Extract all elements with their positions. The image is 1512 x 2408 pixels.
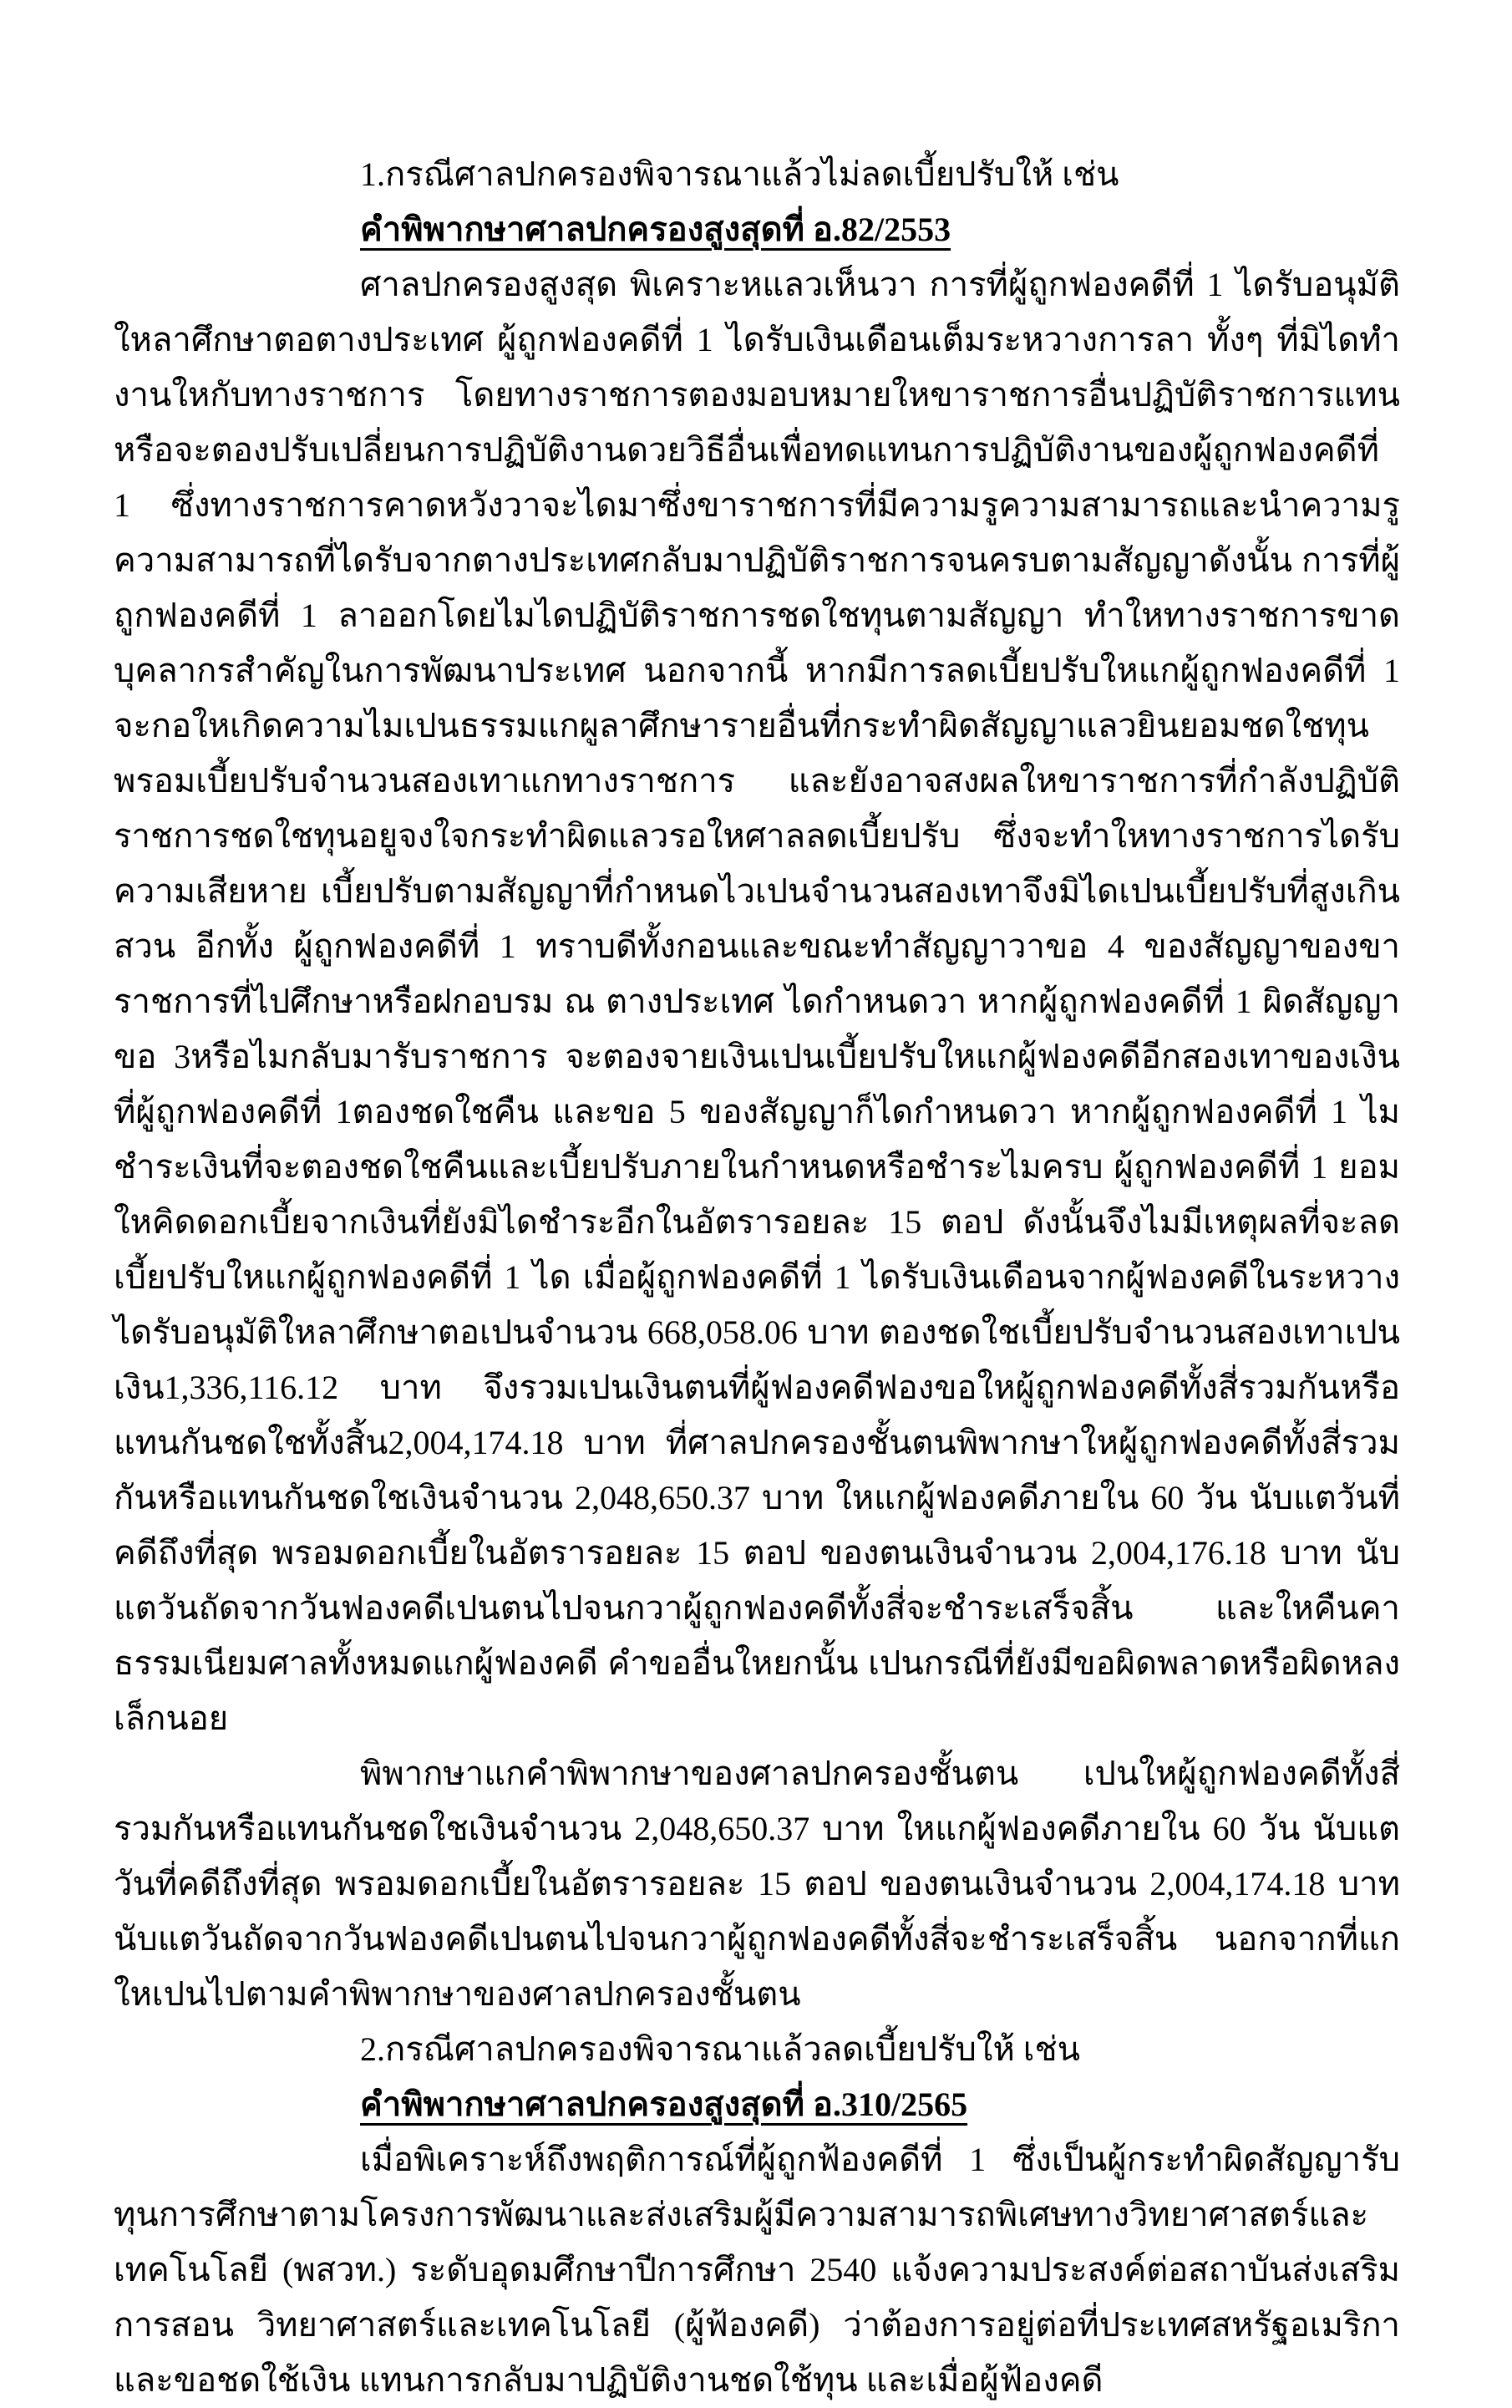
judgment-a310-2565-heading-text: คำพิพากษาศาลปกครองสูงสุดที่ อ.310/2565 xyxy=(360,2085,968,2123)
section-2-intro-text: 2.กรณีศาลปกครองพิจารณาแล้วลดเบี้ยปรับให้ เช่น xyxy=(360,2030,1080,2068)
section-2-intro xyxy=(114,2022,1400,2077)
document-content xyxy=(114,147,1400,2408)
section-1-intro-text: 1.กรณีศาลปกครองพิจารณาแล้วไม่ลดเบี้ยปรับให้ เช่น xyxy=(360,155,1119,193)
judgment-a310-2565-heading xyxy=(114,2077,1400,2132)
judgment-a82-2553-heading xyxy=(114,202,1400,257)
section-1-intro xyxy=(114,147,1400,202)
judgment-a82-2553-verdict: พิพากษาแกคำพิพากษาของศาลปกครองชั้นตน เปนใหผู้ถูกฟองคดีทั้งสี่รวมกันหรือแทนกันชดใชเงินจำนวน 2,048,650.37 บาท ใหแกผู้ฟองคดีภายใน 60 วัน นับแตวันที่คดีถึงที่สุด พรอมดอกเบี้ยในอัตรารอยละ 15 ตอป ของตนเงินจำนวน 2,004,174.18 บาท นับแตวันถัดจากวันฟองคดีเปนตนไปจนกวาผู้ถูกฟองคดีทั้งสี่จะชำระเสร็จสิ้น นอกจากที่แกใหเปนไปตามคำพิพากษาของศาลปกครองชั้นตน xyxy=(114,1755,1400,2013)
judgment-a82-2553-reasoning: ศาลปกครองสูงสุด พิเคราะหแลวเห็นวา การที่ผู้ถูกฟองคดีที่ 1 ไดรับอนุมัติใหลาศึกษาตอตางประเทศ ผู้ถูกฟองคดีที่ 1 ไดรับเงินเดือนเต็มระหวางการลา ทั้งๆ ที่มิไดทำงานใหกับทางราชการ โดยทางราชการตองมอบหมายใหขาราชการอื่นปฏิบัติราชการแทนหรือจะตองปรับเปลี่ยนการปฏิบัติงานดวยวิธีอื่นเพื่อทดแทนการปฏิบัติงานของผู้ถูกฟองคดีที่ 1 ซึ่งทางราชการคาดหวังวาจะไดมาซึ่งขาราชการที่มีความรูความสามารถและนำความรูความสามารถที่ไดรับจากตางประเทศกลับมาปฏิบัติราชการจนครบตามสัญญาดังนั้น การที่ผู้ถูกฟองคดีที่ 1 ลาออกโดยไมไดปฏิบัติราชการชดใชทุนตามสัญญา ทำใหทางราชการขาดบุคลากรสำคัญในการพัฒนาประเทศ นอกจากนี้ หากมีการลดเบี้ยปรับใหแกผู้ถูกฟองคดีที่ 1 จะกอใหเกิดความไมเปนธรรมแกผูลาศึกษารายอื่นที่กระทำผิดสัญญาแลวยินยอมชดใชทุนพรอมเบี้ยปรับจำนวนสองเทาแกทางราชการ และยังอาจสงผลใหขาราชการที่กำลังปฏิบัติราชการชดใชทุนอยูจงใจกระทำผิดแลวรอใหศาลลดเบี้ยปรับ ซึ่งจะทำใหทางราชการไดรับความเสียหาย เบี้ยปรับตามสัญญาที่กำหนดไวเปนจำนวนสองเทาจึงมิไดเปนเบี้ยปรับที่สูงเกินสวน อีกทั้ง ผู้ถูกฟองคดีที่ 1 ทราบดีทั้งกอนและขณะทำสัญญาวาขอ 4 ของสัญญาของขาราชการที่ไปศึกษาหรือฝกอบรม ณ ตางประเทศ ไดกำหนดวา หากผู้ถูกฟองคดีที่ 1 ผิดสัญญาขอ 3หรือไมกลับมารับราชการ จะตองจายเงินเปนเบี้ยปรับใหแกผู้ฟองคดีอีกสองเทาของเงินที่ผู้ถูกฟองคดีที่ 1ตองชดใชคืน และขอ 5 ของสัญญาก็ไดกำหนดวา หากผู้ถูกฟองคดีที่ 1 ไมชำระเงินที่จะตองชดใชคืนและเบี้ยปรับภายในกำหนดหรือชำระไมครบ ผู้ถูกฟองคดีที่ 1 ยอมใหคิดดอกเบี้ยจากเงินที่ยังมิไดชำระอีกในอัตรารอยละ 15 ตอป ดังนั้นจึงไมมีเหตุผลที่จะลดเบี้ยปรับใหแกผู้ถูกฟองคดีที่ 1 ได เมื่อผู้ถูกฟองคดีที่ 1 ไดรับเงินเดือนจากผู้ฟองคดีในระหวางไดรับอนุมัติใหลาศึกษาตอเปนจำนวน 668,058.06 บาท ตองชดใชเบี้ยปรับจำนวนสองเทาเปนเงิน1,336,116.12 บาท จึงรวมเปนเงินตนที่ผู้ฟองคดีฟองขอใหผู้ถูกฟองคดีทั้งสี่รวมกันหรือแทนกันชดใชทั้งสิ้น2,004,174.18 บาท ที่ศาลปกครองชั้นตนพิพากษาใหผู้ถูกฟองคดีทั้งสี่รวมกันหรือแทนกันชดใชเงินจำนวน 2,048,650.37 บาท ใหแกผู้ฟองคดีภายใน 60 วัน นับแตวันที่คดีถึงที่สุด พรอมดอกเบี้ยในอัตรารอยละ 15 ตอป ของตนเงินจำนวน 2,004,176.18 บาท นับแตวันถัดจากวันฟองคดีเปนตนไปจนกวาผู้ถูกฟองคดีทั้งสี่จะชำระเสร็จสิ้น และใหคืนคาธรรมเนียมศาลทั้งหมดแกผู้ฟองคดี คำขออื่นใหยกนั้น เปนกรณีที่ยังมีขอผิดพลาดหรือผิดหลงเล็กนอย xyxy=(114,266,1400,1737)
judgment-a310-2565-reasoning: เมื่อพิเคราะห์ถึงพฤติการณ์ที่ผู้ถูกฟ้องคดีที่ 1 ซึ่งเป็นผู้กระทำผิดสัญญารับทุนการศึกษาตามโครงการพัฒนาและส่งเสริมผู้มีความสามารถพิเศษทางวิทยาศาสตร์และเทคโนโลยี (พสวท.) ระดับอุดมศึกษาปีการศึกษา 2540 แจ้งความประสงค์ต่อสถาบันส่งเสริมการสอน วิทยาศาสตร์และเทคโนโลยี (ผู้ฟ้องคดี) ว่าต้องการอยู่ต่อที่ประเทศสหรัฐอเมริกา และขอชดใช้เงิน แทนการกลับมาปฏิบัติงานชดใช้ทุน และเมื่อผู้ฟ้องคดี xyxy=(114,2141,1400,2399)
judgment-a82-2553-heading-text: คำพิพากษาศาลปกครองสูงสุดที่ อ.82/2553 xyxy=(360,211,951,248)
